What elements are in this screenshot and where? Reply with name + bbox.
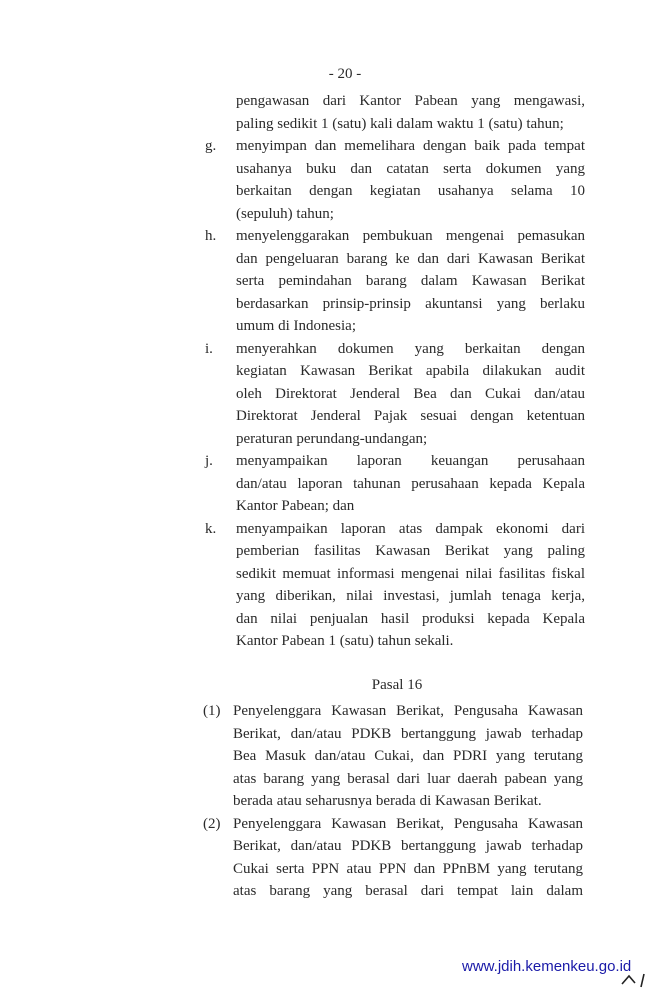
text-line: berada atau seharusnya berada di Kawasan Berikat.	[233, 793, 542, 809]
list-marker: i.	[205, 340, 213, 357]
text-line: menyelenggarakan pembukuan mengenai pemasukan	[236, 228, 585, 244]
list-marker: k.	[205, 520, 217, 537]
text-line: sedikit memuat informasi mengenai nilai fasilitas fiskal	[236, 565, 585, 582]
text-line: Kantor Pabean 1 (satu) tahun sekali.	[236, 633, 454, 649]
text-line: Direktorat Jenderal Pajak sesuai dengan ketentuan	[236, 408, 585, 424]
text-line: dan/atau laporan tahunan perusahaan kepada Kepala	[236, 475, 585, 492]
page-number: - 20 -	[328, 66, 362, 82]
text-line: paling sedikit 1 (satu) kali dalam waktu 1 (satu) tahun;	[236, 115, 564, 132]
list-marker: j.	[205, 453, 213, 469]
text-line: Penyelenggara Kawasan Berikat, Pengusaha Kawasan	[233, 815, 583, 832]
text-line: Berikat, dan/atau PDKB bertanggung jawab terhadap	[233, 838, 583, 854]
text-line: Berikat, dan/atau PDKB bertanggung jawab terhadap	[233, 725, 583, 742]
text-line: dan nilai penjualan hasil produksi kepada Kepala	[236, 610, 585, 627]
text-line: peraturan perundang-undangan;	[236, 430, 428, 447]
text-line: Bea Masuk dan/atau Cukai, dan PDRI yang terutang	[233, 748, 583, 764]
text-line: pemberian fasilitas Kawasan Berikat yang paling	[236, 543, 585, 559]
article-clauses	[0, 700, 654, 903]
text-line: menyerahkan dokumen yang berkaitan dengan	[236, 340, 585, 357]
text-line: usahanya buku dan catatan serta dokumen yang	[236, 160, 585, 177]
list-item	[0, 135, 654, 225]
text-line: atas barang yang berasal dari luar daerah pabean yang	[233, 770, 583, 787]
text-line: dan pengeluaran barang ke dan dari Kawasan Berikat	[236, 250, 585, 267]
list-marker: g.	[205, 138, 217, 154]
text-line: menyimpan dan memelihara dengan baik pada tempat	[236, 138, 585, 154]
text-line: atas barang yang berasal dari tempat lain dalam	[233, 883, 583, 899]
text-line: pengawasan dari Kantor Pabean yang mengawasi,	[236, 93, 585, 109]
text-line: Penyelenggara Kawasan Berikat, Pengusaha Kawasan	[233, 703, 583, 719]
text-line: berdasarkan prinsip-prinsip akuntansi yang berlaku	[236, 295, 585, 312]
text-line: menyampaikan laporan keuangan perusahaan	[236, 453, 585, 469]
list-item	[0, 700, 654, 813]
handwritten-initial-icon	[620, 968, 650, 988]
list-marker: (2)	[203, 815, 221, 832]
list-marker: h.	[205, 228, 217, 244]
text-line: serta pemindahan barang dalam Kawasan Berikat	[236, 273, 585, 289]
text-line: (sepuluh) tahun;	[236, 205, 334, 222]
list-item	[0, 450, 654, 518]
list-item	[0, 338, 654, 451]
article-title: Pasal 16	[371, 677, 423, 693]
list-item	[0, 225, 654, 338]
text-line: Cukai serta PPN atau PPN dan PPnBM yang terutang	[233, 860, 583, 877]
list-marker: (1)	[203, 703, 221, 719]
text-line: kegiatan Kawasan Berikat apabila dilakukan audit	[236, 363, 585, 379]
watermark-link[interactable]: www.jdih.kemenkeu.go.id	[462, 958, 632, 975]
list-item	[0, 90, 654, 135]
list-items	[0, 90, 654, 653]
text-line: berkaitan dengan kegiatan usahanya selama 10	[236, 183, 585, 199]
text-line: umum di Indonesia;	[236, 318, 356, 334]
text-line: menyampaikan laporan atas dampak ekonomi dari	[236, 520, 585, 537]
text-line: yang diberikan, nilai investasi, jumlah tenaga kerja,	[236, 588, 585, 604]
text-line: oleh Direktorat Jenderal Bea dan Cukai dan/atau	[236, 385, 585, 402]
list-item	[0, 813, 654, 903]
text-line: Kantor Pabean; dan	[236, 498, 355, 514]
list-item	[0, 518, 654, 653]
